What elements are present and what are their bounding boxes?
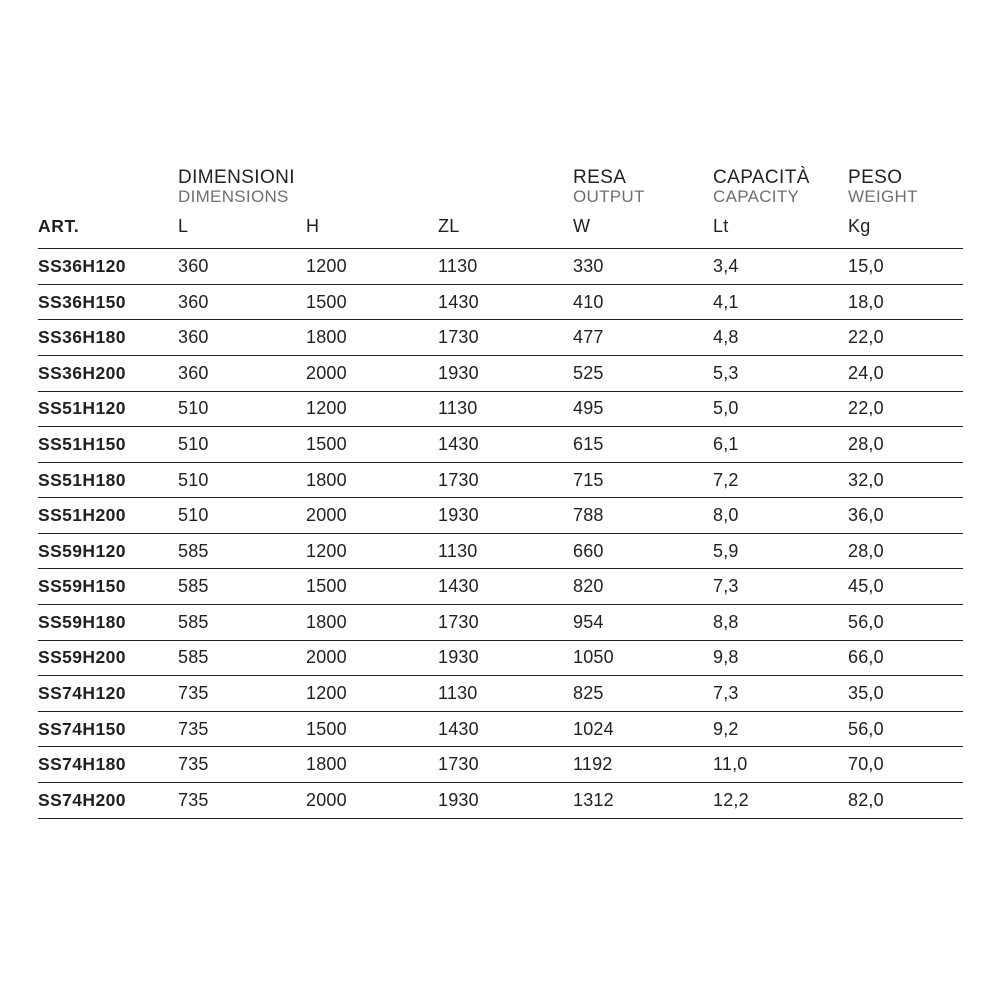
cell-art: SS59H200 bbox=[38, 640, 178, 676]
column-header-zl: ZL bbox=[438, 216, 460, 237]
cell-h: 1800 bbox=[306, 462, 438, 498]
cell-zl: 1430 bbox=[438, 427, 573, 463]
cell-l: 360 bbox=[178, 320, 306, 356]
cell-zl: 1430 bbox=[438, 711, 573, 747]
cell-lt: 3,4 bbox=[713, 249, 848, 285]
cell-art: SS51H180 bbox=[38, 462, 178, 498]
group-label-en: CAPACITY bbox=[713, 187, 800, 207]
group-label-en: DIMENSIONS bbox=[178, 187, 289, 207]
table-row bbox=[38, 676, 963, 712]
cell-art: SS74H120 bbox=[38, 676, 178, 712]
table-row bbox=[38, 391, 963, 427]
cell-w: 1050 bbox=[573, 640, 713, 676]
cell-zl: 1930 bbox=[438, 783, 573, 819]
group-label-en: OUTPUT bbox=[573, 187, 645, 207]
group-header-empty bbox=[38, 168, 178, 216]
cell-l: 510 bbox=[178, 498, 306, 534]
cell-l: 585 bbox=[178, 533, 306, 569]
column-header-row bbox=[38, 216, 963, 249]
cell-w: 330 bbox=[573, 249, 713, 285]
cell-art: SS36H180 bbox=[38, 320, 178, 356]
cell-lt: 11,0 bbox=[713, 747, 848, 783]
cell-zl: 1430 bbox=[438, 284, 573, 320]
cell-h: 1200 bbox=[306, 676, 438, 712]
cell-h: 1200 bbox=[306, 533, 438, 569]
cell-h: 1200 bbox=[306, 249, 438, 285]
cell-h: 2000 bbox=[306, 640, 438, 676]
cell-zl: 1430 bbox=[438, 569, 573, 605]
cell-w: 615 bbox=[573, 427, 713, 463]
cell-zl: 1930 bbox=[438, 498, 573, 534]
cell-lt: 9,2 bbox=[713, 711, 848, 747]
table-row bbox=[38, 249, 963, 285]
cell-l: 510 bbox=[178, 427, 306, 463]
table-row bbox=[38, 605, 963, 641]
cell-kg: 24,0 bbox=[848, 355, 963, 391]
cell-w: 788 bbox=[573, 498, 713, 534]
group-label-it: DIMENSIONI bbox=[178, 167, 295, 188]
group-header-row bbox=[38, 168, 963, 216]
cell-kg: 82,0 bbox=[848, 783, 963, 819]
cell-h: 2000 bbox=[306, 783, 438, 819]
cell-w: 495 bbox=[573, 391, 713, 427]
cell-l: 735 bbox=[178, 676, 306, 712]
cell-kg: 70,0 bbox=[848, 747, 963, 783]
cell-art: SS74H180 bbox=[38, 747, 178, 783]
cell-w: 1192 bbox=[573, 747, 713, 783]
table-header bbox=[38, 168, 963, 249]
column-header-w: W bbox=[573, 216, 591, 237]
cell-l: 585 bbox=[178, 569, 306, 605]
cell-h: 1500 bbox=[306, 427, 438, 463]
cell-l: 585 bbox=[178, 640, 306, 676]
cell-w: 525 bbox=[573, 355, 713, 391]
cell-h: 2000 bbox=[306, 498, 438, 534]
cell-art: SS51H200 bbox=[38, 498, 178, 534]
cell-kg: 45,0 bbox=[848, 569, 963, 605]
cell-l: 735 bbox=[178, 711, 306, 747]
cell-w: 715 bbox=[573, 462, 713, 498]
cell-art: SS74H150 bbox=[38, 711, 178, 747]
group-header-peso bbox=[848, 168, 963, 216]
cell-lt: 8,8 bbox=[713, 605, 848, 641]
cell-zl: 1730 bbox=[438, 320, 573, 356]
group-header-resa bbox=[573, 168, 713, 216]
cell-kg: 56,0 bbox=[848, 605, 963, 641]
cell-w: 1312 bbox=[573, 783, 713, 819]
group-label-en: WEIGHT bbox=[848, 187, 918, 207]
cell-h: 1500 bbox=[306, 569, 438, 605]
cell-lt: 5,9 bbox=[713, 533, 848, 569]
cell-art: SS74H200 bbox=[38, 783, 178, 819]
group-label-it: PESO bbox=[848, 167, 903, 188]
cell-h: 1500 bbox=[306, 711, 438, 747]
cell-lt: 7,2 bbox=[713, 462, 848, 498]
cell-l: 510 bbox=[178, 462, 306, 498]
table-row bbox=[38, 498, 963, 534]
cell-w: 825 bbox=[573, 676, 713, 712]
cell-zl: 1930 bbox=[438, 640, 573, 676]
group-header-capacita bbox=[713, 168, 848, 216]
cell-lt: 6,1 bbox=[713, 427, 848, 463]
cell-zl: 1130 bbox=[438, 676, 573, 712]
column-header-lt: Lt bbox=[713, 216, 729, 237]
cell-kg: 15,0 bbox=[848, 249, 963, 285]
cell-lt: 4,8 bbox=[713, 320, 848, 356]
cell-w: 820 bbox=[573, 569, 713, 605]
column-header-h: H bbox=[306, 216, 320, 237]
table-row bbox=[38, 640, 963, 676]
cell-w: 410 bbox=[573, 284, 713, 320]
table-row bbox=[38, 284, 963, 320]
cell-l: 510 bbox=[178, 391, 306, 427]
column-header-art: ART. bbox=[38, 216, 80, 237]
cell-l: 360 bbox=[178, 284, 306, 320]
cell-lt: 5,0 bbox=[713, 391, 848, 427]
cell-zl: 1130 bbox=[438, 533, 573, 569]
cell-l: 585 bbox=[178, 605, 306, 641]
cell-w: 660 bbox=[573, 533, 713, 569]
table-row bbox=[38, 747, 963, 783]
cell-w: 954 bbox=[573, 605, 713, 641]
cell-zl: 1930 bbox=[438, 355, 573, 391]
table-row bbox=[38, 711, 963, 747]
cell-kg: 22,0 bbox=[848, 320, 963, 356]
cell-lt: 12,2 bbox=[713, 783, 848, 819]
cell-art: SS36H120 bbox=[38, 249, 178, 285]
cell-h: 1800 bbox=[306, 605, 438, 641]
table-row bbox=[38, 320, 963, 356]
cell-art: SS51H120 bbox=[38, 391, 178, 427]
cell-kg: 28,0 bbox=[848, 427, 963, 463]
cell-art: SS59H120 bbox=[38, 533, 178, 569]
column-header-l: L bbox=[178, 216, 189, 237]
cell-lt: 9,8 bbox=[713, 640, 848, 676]
cell-h: 1200 bbox=[306, 391, 438, 427]
cell-kg: 36,0 bbox=[848, 498, 963, 534]
cell-art: SS59H150 bbox=[38, 569, 178, 605]
column-header-kg: Kg bbox=[848, 216, 871, 237]
table-row bbox=[38, 355, 963, 391]
cell-zl: 1130 bbox=[438, 391, 573, 427]
cell-w: 1024 bbox=[573, 711, 713, 747]
cell-h: 1800 bbox=[306, 747, 438, 783]
table-row bbox=[38, 533, 963, 569]
table-body bbox=[38, 249, 963, 819]
cell-l: 360 bbox=[178, 249, 306, 285]
cell-zl: 1130 bbox=[438, 249, 573, 285]
table-row bbox=[38, 462, 963, 498]
cell-kg: 32,0 bbox=[848, 462, 963, 498]
cell-kg: 18,0 bbox=[848, 284, 963, 320]
cell-kg: 35,0 bbox=[848, 676, 963, 712]
group-label-it: CAPACITÀ bbox=[713, 167, 810, 188]
specification-table bbox=[38, 168, 963, 819]
group-label-it: RESA bbox=[573, 167, 627, 188]
cell-art: SS36H200 bbox=[38, 355, 178, 391]
cell-lt: 7,3 bbox=[713, 569, 848, 605]
cell-w: 477 bbox=[573, 320, 713, 356]
cell-h: 1800 bbox=[306, 320, 438, 356]
cell-l: 360 bbox=[178, 355, 306, 391]
table-row bbox=[38, 569, 963, 605]
cell-l: 735 bbox=[178, 783, 306, 819]
cell-art: SS36H150 bbox=[38, 284, 178, 320]
cell-kg: 22,0 bbox=[848, 391, 963, 427]
cell-zl: 1730 bbox=[438, 462, 573, 498]
cell-h: 2000 bbox=[306, 355, 438, 391]
cell-art: SS51H150 bbox=[38, 427, 178, 463]
cell-kg: 66,0 bbox=[848, 640, 963, 676]
cell-lt: 4,1 bbox=[713, 284, 848, 320]
table-row bbox=[38, 783, 963, 819]
cell-h: 1500 bbox=[306, 284, 438, 320]
cell-lt: 5,3 bbox=[713, 355, 848, 391]
cell-kg: 28,0 bbox=[848, 533, 963, 569]
group-header-dimensioni bbox=[178, 168, 573, 216]
cell-lt: 8,0 bbox=[713, 498, 848, 534]
cell-zl: 1730 bbox=[438, 605, 573, 641]
cell-l: 735 bbox=[178, 747, 306, 783]
cell-kg: 56,0 bbox=[848, 711, 963, 747]
cell-lt: 7,3 bbox=[713, 676, 848, 712]
cell-art: SS59H180 bbox=[38, 605, 178, 641]
cell-zl: 1730 bbox=[438, 747, 573, 783]
table-row bbox=[38, 427, 963, 463]
